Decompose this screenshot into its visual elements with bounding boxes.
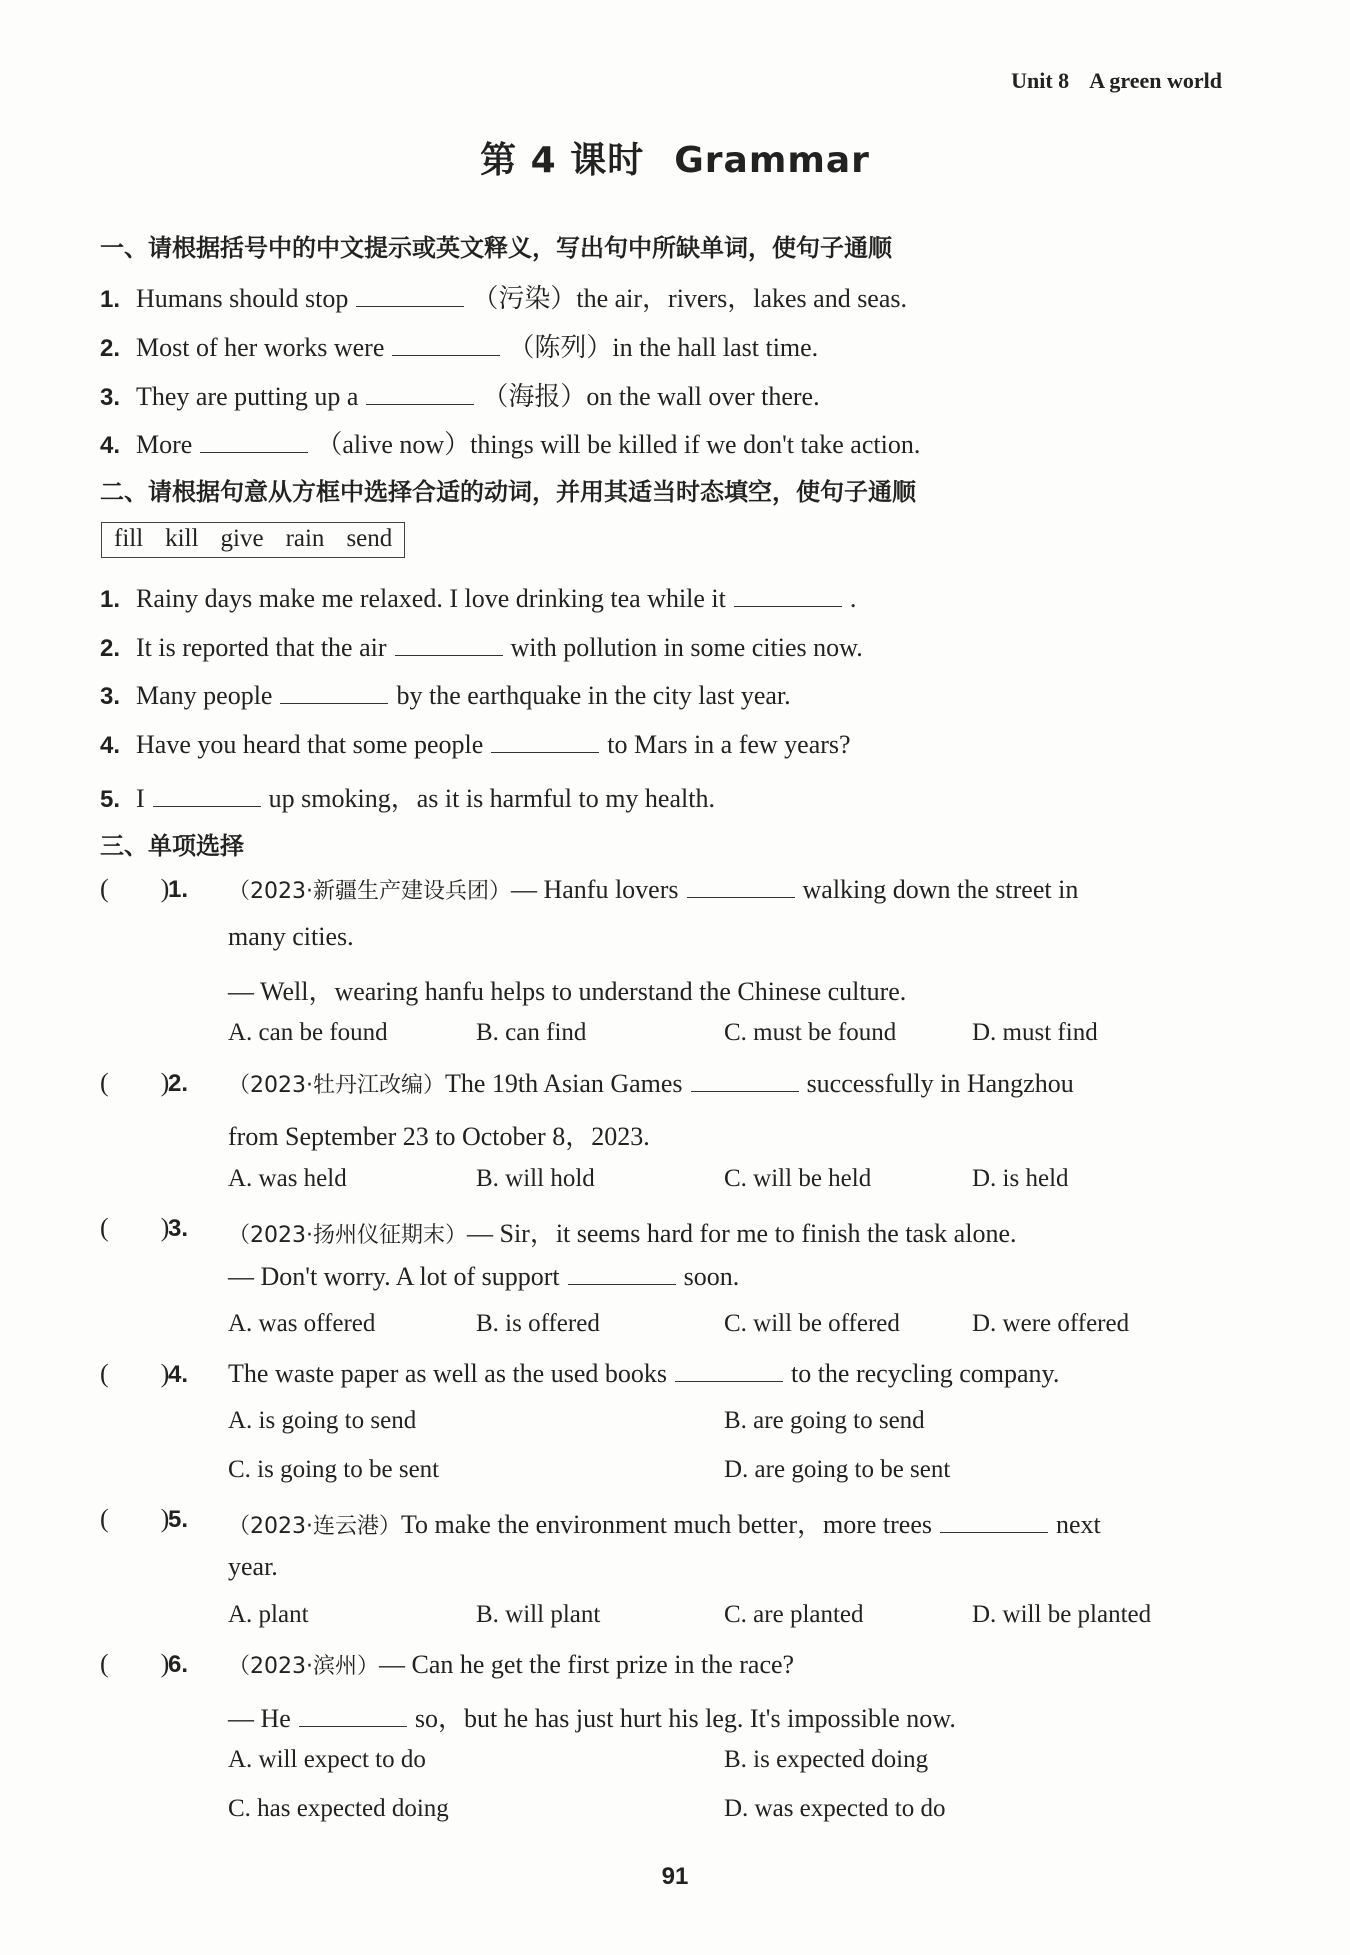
answer-blank[interactable] — [491, 730, 599, 753]
item-text: （陈列）in the hall last time. — [508, 333, 819, 362]
unit-label: Unit 8 — [1011, 68, 1070, 93]
answer-blank[interactable] — [200, 430, 308, 453]
option-d[interactable]: D. were offered — [972, 1310, 1130, 1337]
s1-item-1 — [100, 278, 907, 315]
word-option: fill — [114, 525, 144, 552]
question-text: To make the environment much better，more trees — [400, 1510, 932, 1539]
section2-heading: 二、请根据句意从方框中选择合适的动词，并用其适当时态填空，使句子通顺 — [100, 478, 916, 506]
question-source: （2023·牡丹江改编） — [228, 1073, 445, 1098]
answer-blank[interactable] — [940, 1510, 1048, 1533]
question-text: The waste paper as well as the used books — [228, 1359, 667, 1388]
question-text: The 19th Asian Games — [444, 1069, 683, 1098]
item-text: with pollution in some cities now. — [510, 633, 863, 662]
option-c[interactable]: C. will be held — [724, 1165, 872, 1192]
item-text: More — [136, 430, 193, 459]
question-source: （2023·新疆生产建设兵团） — [228, 879, 511, 904]
question-3-line2 — [228, 1262, 739, 1292]
option-b[interactable]: B. can find — [476, 1019, 587, 1046]
question-6-line1 — [228, 1649, 794, 1680]
option-b[interactable]: B. is offered — [476, 1310, 600, 1337]
page-number: 91 — [661, 1863, 689, 1890]
item-text: Many people — [136, 681, 273, 710]
question-1-line3: — Well，wearing hanfu helps to understand the Chinese culture. — [228, 977, 907, 1006]
item-text: They are putting up a — [136, 382, 359, 411]
option-b[interactable]: B. will hold — [476, 1165, 595, 1192]
word-option: rain — [285, 525, 325, 552]
item-text: It is reported that the air — [136, 633, 387, 662]
answer-blank[interactable] — [280, 681, 388, 704]
item-text: Have you heard that some people — [136, 730, 484, 759]
question-2-line2: from September 23 to October 8，2023. — [228, 1122, 650, 1151]
lesson-label: 第 4 课时 — [480, 140, 645, 181]
answer-blank[interactable] — [366, 382, 474, 405]
item-number: 3. — [100, 683, 121, 710]
item-number: 2. — [100, 635, 121, 662]
question-number: 6. — [168, 1651, 189, 1678]
answer-blank[interactable] — [356, 284, 464, 307]
option-a[interactable]: A. was held — [228, 1165, 347, 1192]
question-1-line2: many cities. — [228, 922, 354, 951]
question-text: to the recycling company. — [790, 1359, 1060, 1388]
question-text: so，but he has just hurt his leg. It's impossible now. — [414, 1704, 956, 1733]
word-box — [101, 522, 405, 558]
question-5-line2: year. — [228, 1552, 278, 1581]
s2-item-5 — [100, 778, 715, 815]
question-source: （2023·滨州） — [228, 1654, 379, 1679]
option-b[interactable]: B. is expected doing — [724, 1746, 929, 1773]
option-b[interactable]: B. are going to send — [724, 1407, 925, 1434]
item-number: 5. — [100, 786, 121, 813]
item-text: （污染）the air，rivers，lakes and seas. — [472, 284, 908, 313]
question-number: 1. — [168, 876, 189, 903]
s1-item-3 — [100, 376, 820, 413]
option-d[interactable]: D. is held — [972, 1165, 1069, 1192]
answer-paren[interactable]: ( ) — [100, 1213, 170, 1242]
item-number: 4. — [100, 732, 121, 759]
item-text: I — [136, 784, 145, 813]
answer-blank[interactable] — [153, 784, 261, 807]
answer-blank[interactable] — [299, 1704, 407, 1727]
option-c[interactable]: C. will be offered — [724, 1310, 900, 1337]
answer-blank[interactable] — [691, 1069, 799, 1092]
option-a[interactable]: A. can be found — [228, 1019, 388, 1046]
item-text: （海报）on the wall over there. — [482, 382, 820, 411]
question-4-line1 — [228, 1359, 1059, 1389]
question-text: successfully in Hangzhou — [806, 1069, 1074, 1098]
item-text: up smoking，as it is harmful to my health. — [268, 784, 715, 813]
option-d[interactable]: D. must find — [972, 1019, 1098, 1046]
s1-item-2 — [100, 327, 818, 364]
word-option: give — [220, 525, 264, 552]
s1-item-4 — [100, 424, 920, 461]
word-option: send — [346, 525, 393, 552]
answer-blank[interactable] — [392, 333, 500, 356]
option-c[interactable]: C. are planted — [724, 1601, 864, 1628]
answer-blank[interactable] — [687, 875, 795, 898]
question-text: soon. — [683, 1262, 740, 1291]
option-b[interactable]: B. will plant — [476, 1601, 601, 1628]
item-number: 1. — [100, 586, 121, 613]
question-number: 5. — [168, 1506, 189, 1533]
question-text: — Sir，it seems hard for me to finish the task alone. — [466, 1219, 1017, 1248]
page-title — [0, 132, 1350, 183]
item-text: （alive now）things will be killed if we don't take action. — [316, 430, 921, 459]
item-number: 3. — [100, 384, 121, 411]
option-a[interactable]: A. will expect to do — [228, 1746, 426, 1773]
question-3-line1 — [228, 1213, 1017, 1250]
answer-blank[interactable] — [395, 633, 503, 656]
answer-paren[interactable]: ( ) — [100, 874, 170, 903]
item-text: Most of her works were — [136, 333, 385, 362]
item-number: 4. — [100, 432, 121, 459]
item-text: . — [849, 584, 857, 613]
option-d[interactable]: D. will be planted — [972, 1601, 1152, 1628]
answer-paren[interactable]: ( ) — [100, 1068, 170, 1097]
option-d[interactable]: D. was expected to do — [724, 1795, 946, 1822]
item-text: Humans should stop — [136, 284, 349, 313]
option-c[interactable]: C. must be found — [724, 1019, 897, 1046]
option-a[interactable]: A. plant — [228, 1601, 309, 1628]
question-text: — Don't worry. A lot of support — [228, 1262, 560, 1291]
question-text: — Hanfu lovers — [510, 875, 679, 904]
unit-topic: A green world — [1089, 68, 1222, 93]
question-number: 3. — [168, 1215, 189, 1242]
s2-item-1 — [100, 584, 856, 614]
option-c[interactable]: C. is going to be sent — [228, 1456, 440, 1483]
answer-blank[interactable] — [568, 1262, 676, 1285]
option-c[interactable]: C. has expected doing — [228, 1795, 449, 1822]
section1-heading: 一、请根据括号中的中文提示或英文释义，写出句中所缺单词，使句子通顺 — [100, 234, 892, 262]
question-2-line1 — [228, 1068, 1074, 1099]
option-d[interactable]: D. are going to be sent — [724, 1456, 951, 1483]
answer-blank[interactable] — [675, 1359, 783, 1382]
question-text: — Can he get the first prize in the race? — [378, 1650, 795, 1679]
page-header — [1011, 68, 1222, 94]
answer-paren[interactable]: ( ) — [100, 1504, 170, 1533]
item-text: to Mars in a few years? — [607, 730, 851, 759]
word-option: kill — [165, 525, 199, 552]
question-number: 4. — [168, 1361, 189, 1388]
s2-item-3 — [100, 681, 791, 711]
item-text: Rainy days make me relaxed. I love drinking tea while it — [136, 584, 726, 613]
question-number: 2. — [168, 1070, 189, 1097]
option-a[interactable]: A. was offered — [228, 1310, 376, 1337]
answer-paren[interactable]: ( ) — [100, 1649, 170, 1678]
answer-paren[interactable]: ( ) — [100, 1359, 170, 1388]
lesson-name: Grammar — [674, 140, 870, 181]
section3-heading: 三、单项选择 — [100, 832, 244, 860]
question-source: （2023·连云港） — [228, 1514, 401, 1539]
question-text: — He — [228, 1704, 291, 1733]
question-text: next — [1055, 1510, 1101, 1539]
question-1-line1 — [228, 874, 1078, 905]
item-text: by the earthquake in the city last year. — [396, 681, 791, 710]
s2-item-2 — [100, 633, 863, 663]
answer-blank[interactable] — [734, 584, 842, 607]
question-5-line1 — [228, 1504, 1101, 1541]
item-number: 2. — [100, 335, 121, 362]
option-a[interactable]: A. is going to send — [228, 1407, 417, 1434]
s2-item-4 — [100, 730, 851, 760]
question-source: （2023·扬州仪征期末） — [228, 1223, 467, 1248]
question-6-line2 — [228, 1698, 956, 1735]
question-text: walking down the street in — [802, 875, 1079, 904]
item-number: 1. — [100, 286, 121, 313]
